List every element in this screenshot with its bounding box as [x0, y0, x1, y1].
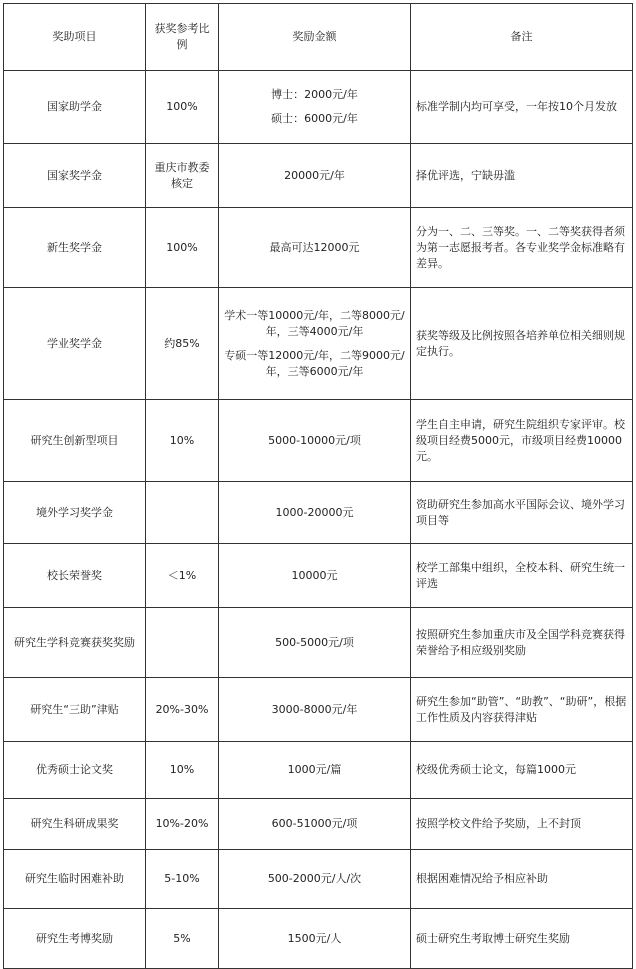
table-row [4, 678, 633, 742]
award-amount [219, 608, 411, 678]
award-item: 研究生创新型项目 [4, 400, 146, 482]
table-row [4, 288, 633, 400]
award-item: 研究生临时困难补助 [4, 850, 146, 909]
award-amount [219, 678, 411, 742]
table-row [4, 400, 633, 482]
award-ratio: 10% [146, 400, 219, 482]
award-note: 分为一、二、三等奖。一、二等奖获得者须为第一志愿报考者。各专业奖学金标准略有差异。 [411, 208, 633, 288]
award-item: 研究生“三助”津贴 [4, 678, 146, 742]
table-row [4, 71, 633, 144]
header-amount: 奖励金额 [219, 4, 411, 71]
award-note: 学生自主申请，研究生院组织专家评审。校级项目经费5000元，市级项目经费10000元。 [411, 400, 633, 482]
award-amount [219, 909, 411, 969]
award-amount-line: 5000-10000元/项 [268, 433, 361, 447]
award-amount-line: 最高可达12000元 [269, 240, 360, 254]
award-note: 资助研究生参加高水平国际会议、境外学习项目等 [411, 482, 633, 544]
header-row [4, 4, 633, 71]
awards-table [3, 3, 633, 969]
table-row [4, 208, 633, 288]
award-ratio: 100% [146, 71, 219, 144]
table-row [4, 799, 633, 850]
award-ratio: 约85% [146, 288, 219, 400]
award-amount [219, 144, 411, 208]
award-amount [219, 742, 411, 799]
award-item: 国家奖学金 [4, 144, 146, 208]
award-amount-line: 硕士：6000元/年 [271, 112, 358, 125]
award-amount [219, 288, 411, 400]
award-amount-line: 20000元/年 [284, 168, 345, 182]
award-amount [219, 799, 411, 850]
award-note: 获奖等级及比例按照各培养单位相关细则规定执行。 [411, 288, 633, 400]
table-row [4, 482, 633, 544]
award-amount-line: 专硕一等12000元/年，二等9000元/年，三等6000元/年 [224, 348, 405, 378]
award-item: 优秀硕士论文奖 [4, 742, 146, 799]
award-amount [219, 71, 411, 144]
table-row [4, 608, 633, 678]
award-ratio: 5-10% [146, 850, 219, 909]
award-note: 择优评选，宁缺毋滥 [411, 144, 633, 208]
award-note: 根据困难情况给予相应补助 [411, 850, 633, 909]
award-amount-line: 1000-20000元 [275, 505, 354, 519]
table-row [4, 850, 633, 909]
award-item: 校长荣誉奖 [4, 544, 146, 608]
award-amount [219, 850, 411, 909]
award-ratio: 10%-20% [146, 799, 219, 850]
award-amount-line: 10000元 [291, 568, 338, 582]
award-note: 校级优秀硕士论文，每篇1000元 [411, 742, 633, 799]
award-ratio: ＜1% [146, 544, 219, 608]
table-row [4, 909, 633, 969]
award-amount-line: 3000-8000元/年 [271, 702, 358, 716]
table-row [4, 742, 633, 799]
award-item: 学业奖学金 [4, 288, 146, 400]
award-item: 境外学习奖学金 [4, 482, 146, 544]
award-item: 研究生考博奖励 [4, 909, 146, 969]
award-amount-line: 500-2000元/人/次 [267, 872, 362, 885]
table-row [4, 144, 633, 208]
award-note: 硕士研究生考取博士研究生奖励 [411, 909, 633, 969]
header-note: 备注 [411, 4, 633, 71]
award-item: 新生奖学金 [4, 208, 146, 288]
award-item: 研究生科研成果奖 [4, 799, 146, 850]
award-ratio [146, 608, 219, 678]
award-note: 研究生参加“助管”、“助教”、“助研”，根据工作性质及内容获得津贴 [411, 678, 633, 742]
header-ratio: 获奖参考比例 [146, 4, 219, 71]
award-amount-line: 1000元/篇 [287, 763, 342, 776]
award-note: 按照学校文件给予奖励，上不封顶 [411, 799, 633, 850]
header-item: 奖助项目 [4, 4, 146, 71]
award-amount-line: 1500元/人 [287, 931, 342, 945]
table-row [4, 544, 633, 608]
award-ratio [146, 482, 219, 544]
award-item: 国家助学金 [4, 71, 146, 144]
award-note: 按照研究生参加重庆市及全国学科竞赛获得荣誉给予相应级别奖励 [411, 608, 633, 678]
award-amount [219, 208, 411, 288]
award-ratio: 5% [146, 909, 219, 969]
award-ratio: 20%-30% [146, 678, 219, 742]
award-note: 标准学制内均可享受，一年按10个月发放 [411, 71, 633, 144]
award-item: 研究生学科竞赛获奖奖励 [4, 608, 146, 678]
award-amount-line: 学术一等10000元/年，二等8000元/年，三等4000元/年 [224, 308, 405, 338]
award-ratio: 100% [146, 208, 219, 288]
award-ratio: 重庆市教委核定 [146, 144, 219, 208]
award-amount-line: 博士：2000元/年 [271, 88, 358, 101]
award-ratio: 10% [146, 742, 219, 799]
award-amount-line: 600-51000元/项 [271, 817, 358, 830]
award-amount [219, 544, 411, 608]
award-amount [219, 400, 411, 482]
award-amount-line: 500-5000元/项 [275, 635, 354, 649]
award-note: 校学工部集中组织，全校本科、研究生统一评选 [411, 544, 633, 608]
award-amount [219, 482, 411, 544]
